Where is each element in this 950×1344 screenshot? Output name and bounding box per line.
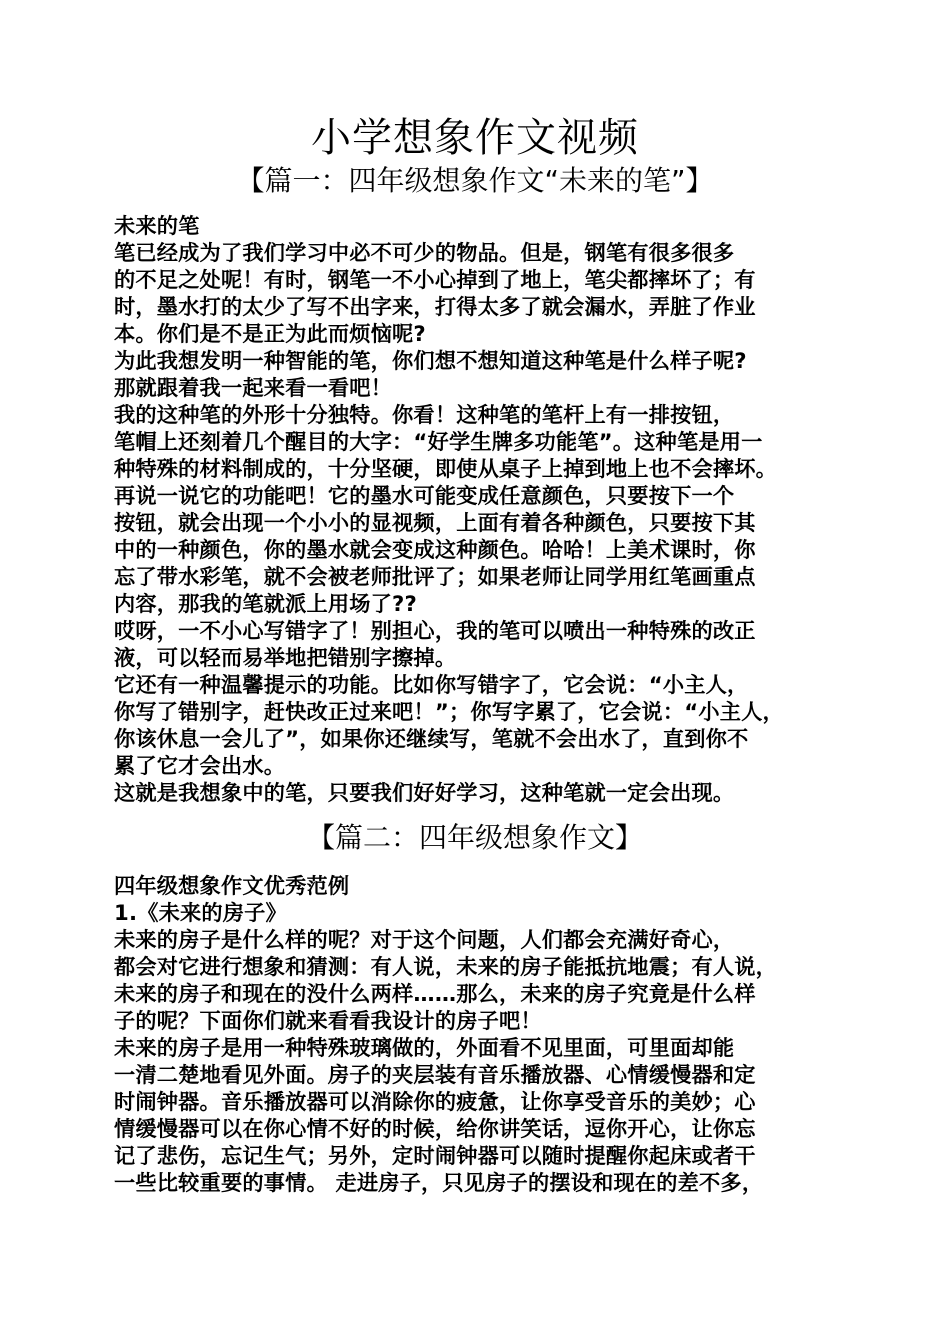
paragraph-line: 累了它才会出水。	[114, 753, 286, 778]
section-2-body	[114, 872, 849, 1196]
paragraph-line: 再说一说它的功能吧！它的墨水可能变成任意颜色，只要按下一个	[114, 483, 735, 508]
paragraph-line: 忘了带水彩笔，就不会被老师批评了；如果老师让同学用红笔画重点	[114, 564, 756, 589]
paragraph-line: 未来的房子是什么样的呢？对于这个问题，人们都会充满好奇心，	[114, 927, 735, 952]
paragraph-line: 时闹钟器。音乐播放器可以消除你的疲惫，让你享受音乐的美妙；心	[114, 1089, 756, 1114]
paragraph-line: 我的这种笔的外形十分独特。你看！这种笔的笔杆上有一排按钮，	[114, 402, 735, 427]
paragraph-line: 内容，那我的笔就派上用场了??	[114, 591, 418, 616]
paragraph-line: 为此我想发明一种智能的笔，你们想不想知道这种笔是什么样子呢?	[114, 348, 747, 373]
paragraph-line: 本。你们是不是正为此而烦恼呢?	[114, 321, 426, 346]
paragraph-line: 这就是我想象中的笔，只要我们好好学习，这种笔就一定会出现。	[114, 780, 735, 805]
paragraph-line: 一些比较重要的事情。 走进房子，只见房子的摆设和现在的差不多，	[114, 1170, 764, 1195]
paragraph-line: 1.《未来的房子》	[114, 900, 287, 925]
paragraph-line: 你该休息一会儿了”，如果你还继续写，笔就不会出水了，直到你不	[114, 726, 749, 751]
paragraph-line: 未来的房子和现在的没什么两样……那么，未来的房子究竟是什么样	[114, 981, 756, 1006]
paragraph-line: 情缓慢器可以在你心情不好的时候，给你讲笑话，逗你开心，让你忘	[114, 1116, 756, 1141]
paragraph-line: 时，墨水打的太少了写不出字来，打得太多了就会漏水，弄脏了作业	[114, 294, 756, 319]
paragraph-line: 那就跟着我一起来看一看吧！	[114, 375, 393, 400]
paragraph-line: 中的一种颜色，你的墨水就会变成这种颜色。哈哈！上美术课时，你	[114, 537, 756, 562]
paragraph-line: 种特殊的材料制成的，十分坚硬，即使从桌子上掉到地上也不会摔坏。	[114, 456, 778, 481]
document-title: 小学想象作文视频	[311, 115, 639, 161]
paragraph-line: 一清二楚地看见外面。房子的夹层装有音乐播放器、心情缓慢器和定	[114, 1062, 756, 1087]
paragraph-line: 子的呢？下面你们就来看看我设计的房子吧！	[114, 1008, 542, 1033]
paragraph-line: 你写了错别字，赶快改正过来吧！”；你写字累了，它会说：“小主人，	[114, 699, 784, 724]
paragraph-line: 未来的笔	[114, 213, 200, 238]
paragraph-line: 的不足之处呢！有时，钢笔一不小心掉到了地上，笔尖都摔坏了；有	[114, 267, 756, 292]
paragraph-line: 记了悲伤，忘记生气；另外，定时闹钟器可以随时提醒你起床或者干	[114, 1143, 756, 1168]
section-heading-2: 【篇二：四年级想象作文】	[306, 821, 643, 854]
section-heading-1: 【篇一：四年级想象作文“未来的笔”】	[236, 164, 714, 197]
paragraph-line: 按钮，就会出现一个小小的显视频，上面有着各种颜色，只要按下其	[114, 510, 756, 535]
paragraph-line: 四年级想象作文优秀范例	[114, 873, 350, 898]
paragraph-line: 笔帽上还刻着几个醒目的大字：“好学生牌多功能笔”。这种笔是用一	[114, 429, 763, 454]
section-1-body	[114, 212, 849, 806]
paragraph-line: 它还有一种温馨提示的功能。比如你写错字了，它会说：“小主人，	[114, 672, 749, 697]
paragraph-line: 都会对它进行想象和猜测：有人说，未来的房子能抵抗地震；有人说，	[114, 954, 778, 979]
paragraph-line: 笔已经成为了我们学习中必不可少的物品。但是，钢笔有很多很多	[114, 240, 735, 265]
paragraph-line: 液，可以轻而易举地把错别字擦掉。	[114, 645, 457, 670]
paragraph-line: 未来的房子是用一种特殊玻璃做的，外面看不见里面，可里面却能	[114, 1035, 735, 1060]
paragraph-line: 哎呀，一不小心写错字了！别担心，我的笔可以喷出一种特殊的改正	[114, 618, 756, 643]
